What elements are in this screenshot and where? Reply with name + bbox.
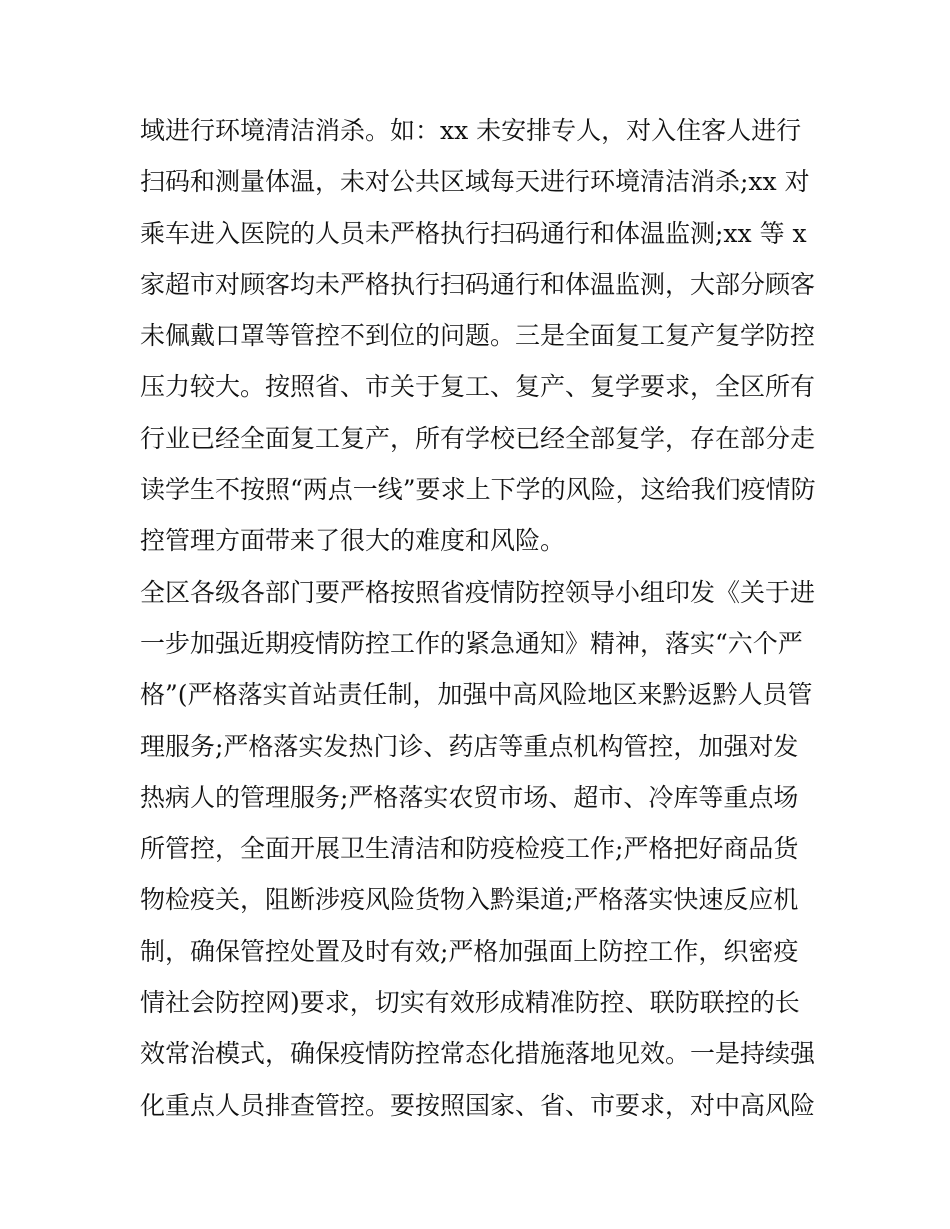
body-text: [140, 105, 830, 1131]
text-line: 行业已经全面复工复产，所有学校已经全部复学，存在部分走: [140, 423, 816, 453]
text-line: 未佩戴口罩等管控不到位的问题。三是全面复工复产复学防控: [140, 321, 816, 351]
text-line: 格”(严格落实首站责任制，加强中高风险地区来黔返黔人员管: [140, 680, 813, 710]
text-line: 域进行环境清洁消杀。如：xx 未安排专人，对入住客人进行: [140, 116, 802, 145]
text-line: 所管控，全面开展卫生清洁和防疫检疫工作;严格把好商品货: [140, 834, 799, 864]
text-line: 物检疫关，阻断涉疫风险货物入黔渠道;严格落实快速反应机: [140, 885, 799, 915]
text-line: 乘车进入医院的人员未严格执行扫码通行和体温监测;xx 等 x: [140, 218, 807, 248]
text-line: 热病人的管理服务;严格落实农贸市场、超市、冷库等重点场: [140, 782, 799, 812]
text-line: 一步加强近期疫情防控工作的紧急通知》精神，落实“六个严: [140, 628, 803, 658]
text-line: 情社会防控网)要求，切实有效形成精准防控、联防联控的长: [140, 988, 800, 1018]
text-line: 效常治模式，确保疫情防控常态化措施落地见效。一是持续强: [140, 1039, 816, 1069]
text-line: 控管理方面带来了很大的难度和风险。: [140, 526, 566, 556]
text-line: 压力较大。按照省、市关于复工、复产、复学要求，全区所有: [140, 372, 816, 402]
text-line: 化重点人员排查管控。要按照国家、省、市要求，对中高风险: [140, 1090, 816, 1120]
text-line: 全区各级各部门要严格按照省疫情防控领导小组印发《关于进: [140, 577, 816, 607]
text-line: 制，确保管控处置及时有效;严格加强面上防控工作，织密疫: [140, 936, 799, 966]
text-line: 理服务;严格落实发热门诊、药店等重点机构管控，加强对发: [140, 731, 799, 761]
text-line: 家超市对顾客均未严格执行扫码通行和体温监测，大部分顾客: [140, 269, 816, 299]
text-line: 读学生不按照“两点一线”要求上下学的风险，这给我们疫情防: [140, 475, 816, 505]
text-line: 扫码和测量体温，未对公共区域每天进行环境清洁消杀;xx 对: [140, 167, 810, 197]
